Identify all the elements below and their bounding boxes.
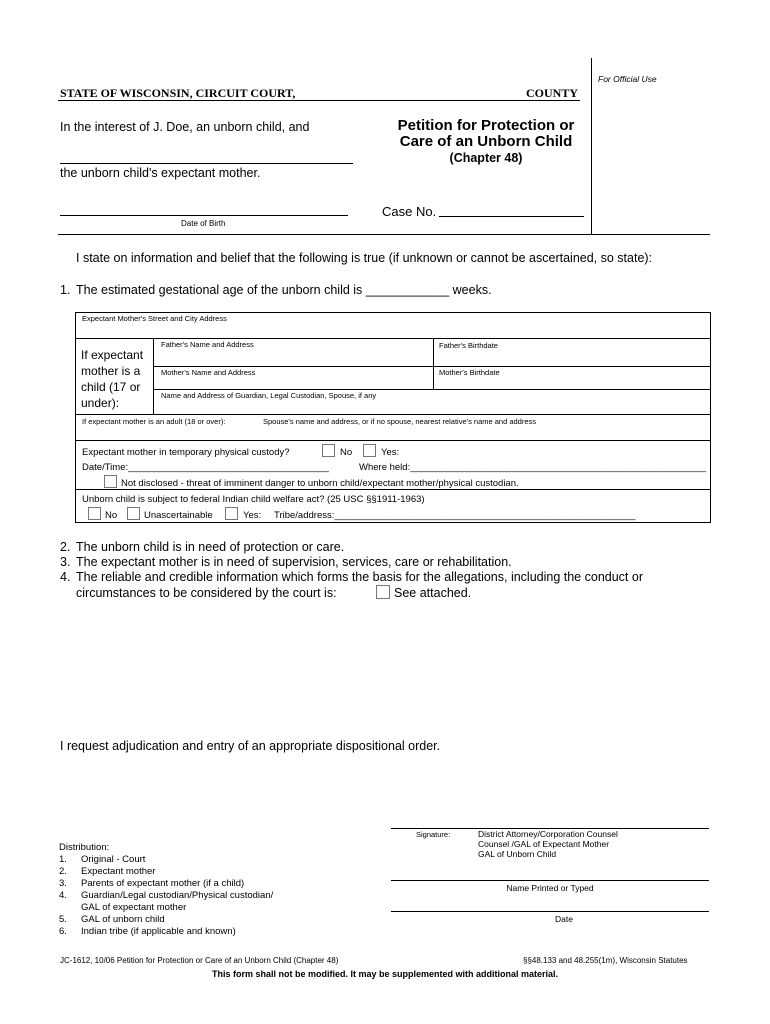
list-item-text: Expectant mother [81, 866, 156, 877]
chapter-label: (Chapter 48) [449, 151, 523, 165]
mother-birthdate-label: Mother's Birthdate [439, 368, 500, 377]
table-row-divider [75, 489, 711, 490]
date-time-field[interactable]: Date/Time:______________________________________ [82, 462, 329, 473]
spouse-label: Spouse's name and address, or if no spouse, nearest relative's name and address [263, 417, 537, 426]
icwa-unascertainable-checkbox[interactable] [127, 507, 140, 520]
list-item-text: GAL of unborn child [81, 914, 165, 925]
official-use-label: For Official Use [598, 74, 657, 84]
not-disclosed-checkbox[interactable] [104, 475, 117, 488]
item-1-number: 1. [60, 283, 71, 297]
table-row-divider [153, 366, 711, 367]
custody-yes-label: Yes: [381, 447, 400, 458]
list-item-number: 6. [59, 926, 67, 937]
see-attached-label: See attached. [394, 586, 472, 600]
item-3-text: The expectant mother is in need of supervision, services, care or rehabilitation. [76, 555, 512, 569]
list-item [59, 866, 273, 878]
street-address-label: Expectant Mother's Street and City Address [82, 314, 227, 323]
form-title-line1: Petition for Protection or [397, 117, 575, 134]
list-item-text: Original - Court [81, 854, 146, 865]
case-no-field[interactable] [439, 216, 584, 217]
icwa-no-checkbox[interactable] [88, 507, 101, 520]
table-row-divider [75, 414, 711, 415]
list-item-number: 1. [59, 854, 67, 865]
list-item-text: Parents of expectant mother (if a child) [81, 878, 245, 889]
signatory-role: GAL of Unborn Child [478, 849, 557, 859]
list-item-number [59, 902, 81, 914]
mother-name-label: Mother's Name and Address [161, 368, 256, 377]
list-item [59, 902, 273, 914]
if-child-label-line: mother is a [81, 364, 141, 378]
if-child-label-line: If expectant [81, 348, 144, 362]
modification-notice: This form shall not be modified. It may be supplemented with additional material. [211, 969, 559, 979]
custody-no-label: No [340, 447, 353, 458]
custody-no-checkbox[interactable] [322, 444, 335, 457]
signatory-role: District Attorney/Corporation Counsel [478, 829, 618, 839]
form-id: JC-1612, 10/06 Petition for Protection or Care of an Unborn Child (Chapter 48) [60, 956, 339, 965]
father-name-label: Father's Name and Address [161, 340, 254, 349]
list-item [59, 890, 273, 902]
list-item-text: Guardian/Legal custodian/Physical custodian/ [81, 890, 274, 901]
case-no-label: Case No. [382, 204, 437, 219]
table-col-divider [153, 338, 154, 414]
custody-question: Expectant mother in temporary physical custody? [82, 447, 290, 458]
table-row-divider [75, 338, 711, 339]
item-2-number: 2. [60, 540, 71, 554]
if-child-label [81, 347, 143, 411]
list-item-text: Indian tribe (if applicable and known) [81, 926, 236, 937]
guardian-label: Name and Address of Guardian, Legal Custodian, Spouse, if any [161, 391, 377, 400]
not-disclosed-label: Not disclosed - threat of imminent danger to unborn child/expectant mother/physical custodian. [121, 478, 519, 489]
date-of-birth-label: Date of Birth [181, 219, 226, 228]
adjudication-request: I request adjudication and entry of an appropriate dispositional order. [60, 739, 441, 753]
icwa-question: Unborn child is subject to federal Indian child welfare act? (25 USC §§1911-1963) [82, 494, 425, 505]
icwa-yes-label: Yes: [243, 510, 262, 521]
date-of-birth-field[interactable] [60, 215, 348, 216]
adult-label: If expectant mother is an adult (18 or over): [82, 417, 226, 426]
item-3-number: 3. [60, 555, 71, 569]
distribution-title: Distribution: [59, 842, 110, 853]
name-printed-label: Name Printed or Typed [506, 883, 594, 893]
father-birthdate-label: Father's Birthdate [439, 341, 498, 350]
list-item [59, 926, 273, 938]
list-item-number: 5. [59, 914, 67, 925]
item-4-text: The reliable and credible information which forms the basis for the allegations, including the conduct or [76, 570, 643, 584]
list-item-text: GAL of expectant mother [81, 902, 187, 913]
date-label: Date [555, 914, 573, 924]
mother-name-field[interactable] [60, 163, 353, 164]
see-attached-checkbox[interactable] [376, 585, 390, 599]
signature-label: Signature: [416, 830, 451, 839]
form-title [380, 118, 592, 150]
icwa-unascertainable-label: Unascertainable [144, 510, 213, 521]
county-label: COUNTY [526, 86, 579, 100]
list-item [59, 914, 273, 926]
item-4-continuation: circumstances to be considered by the court is: [76, 586, 337, 600]
interest-of-text: In the interest of J. Doe, an unborn child, and [60, 120, 310, 134]
custody-yes-checkbox[interactable] [363, 444, 376, 457]
item-2-text: The unborn child is in need of protection or care. [76, 540, 345, 554]
statutes-reference: §§48.133 and 48.255(1m), Wisconsin Statutes [523, 956, 688, 965]
item-4-number: 4. [60, 570, 71, 584]
if-child-label-line: under): [81, 396, 120, 410]
signatory-role: Counsel /GAL of Expectant Mother [478, 839, 610, 849]
item-1-gestational-age: The estimated gestational age of the unborn child is ____________ weeks. [76, 283, 492, 297]
icwa-no-label: No [105, 510, 118, 521]
form-title-line2: Care of an Unborn Child [399, 133, 573, 150]
expectant-mother-text: the unborn child's expectant mother. [60, 166, 261, 180]
list-item [59, 878, 273, 890]
table-col-divider [433, 338, 434, 389]
list-item-number: 3. [59, 878, 67, 889]
court-name: STATE OF WISCONSIN, CIRCUIT COURT, [60, 86, 296, 100]
table-row-divider [153, 389, 711, 390]
name-printed-field[interactable] [391, 880, 709, 881]
date-field[interactable] [391, 911, 709, 912]
icwa-yes-checkbox[interactable] [225, 507, 238, 520]
header-divider [58, 234, 710, 235]
signatory-roles [478, 829, 618, 859]
where-held-field[interactable]: Where held:________________________________________________________ [359, 462, 707, 473]
tribe-address-field[interactable]: Tribe/address:_________________________________________________________ [274, 510, 636, 521]
court-underline [58, 100, 580, 101]
intro-statement: I state on information and belief that the following is true (if unknown or cannot be ascertained, so state): [76, 251, 653, 265]
if-child-label-line: child (17 or [81, 380, 141, 394]
list-item [59, 854, 273, 866]
table-row-divider [75, 440, 711, 441]
list-item-number: 4. [59, 890, 67, 901]
list-item-number: 2. [59, 866, 67, 877]
distribution-list [59, 842, 273, 938]
